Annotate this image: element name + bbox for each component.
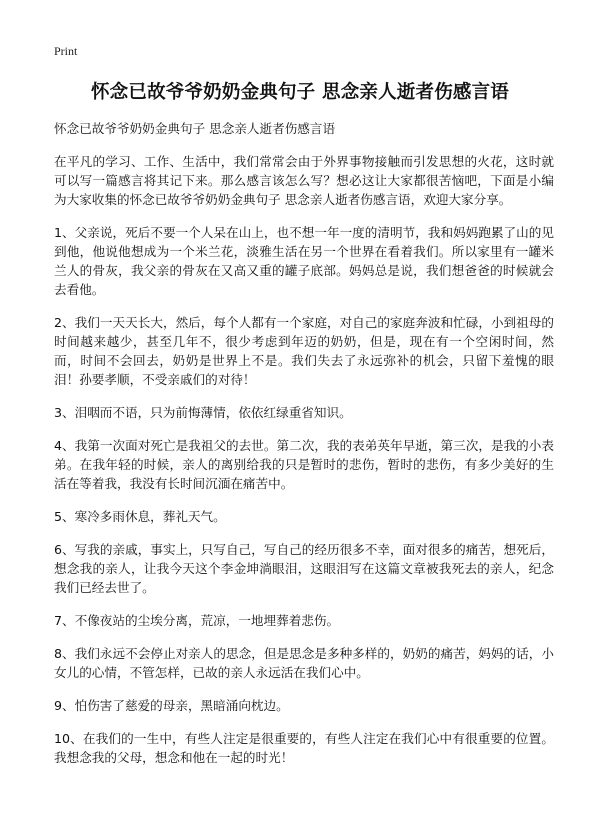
quote-item-2: 2、我们一天天长大，然后，每个人都有一个家庭，对自己的家庭奔波和忙碌，小到祖母的时间越来越少，甚至几年不，很少考虑到年迈的奶奶，但是，现在有一个空闲时间，然而，时间不会回去，奶奶是世界上不是。我们失去了永远弥补的机会，只留下羞愧的眼泪！孙要孝顺，不受亲戚们的对待！ [54,315,554,387]
print-label: Print [54,44,78,58]
article-subtitle: 怀念已故爷爷奶奶金典句子 思念亲人逝者伤感言语 [54,121,336,136]
quote-item-4: 4、我第一次面对死亡是我祖父的去世。第二次，我的表弟英年早逝，第三次，是我的小表弟。在我年轻的时候，亲人的离别给我的只是暂时的悲伤，暂时的悲伤，有多少美好的生活在等着我，我没有长时间沉湎在痛苦中。 [54,438,554,491]
page-title: 怀念已故爷爷奶奶金典句子 思念亲人逝者伤感言语 [90,82,510,103]
quote-item-1: 1、父亲说，死后不要一个人呆在山上，也不想一年一度的清明节，我和妈妈跑累了山的见到他，他说他想成为一个米兰花，淡雅生活在另一个世界在看着我们。所以家里有一罐米兰人的骨灰，我父亲的骨灰在又高又重的罐子底部。妈妈总是说，我们想爸爸的时候就会去看他。 [54,225,554,297]
quote-item-8: 8、我们永远不会停止对亲人的思念，但是思念是多种多样的，奶奶的痛苦，妈妈的话，小女儿的心情，不管怎样，已故的亲人永远活在我们心中。 [54,646,554,680]
quote-item-5: 5、寒冷多雨休息，葬礼天气。 [54,509,226,524]
quote-item-6: 6、写我的亲戚，事实上，只写自己，写自己的经历很多不幸，面对很多的痛苦，想死后，想念我的亲人，让我今天这个李金坤淌眼泪，这眼泪写在这篇文章被我死去的亲人，纪念我们已经去世了。 [54,542,554,595]
quote-item-3: 3、泪咽而不语，只为前悔薄情，依依红绿重省知识。 [54,405,352,420]
quote-item-9: 9、怕伤害了慈爱的母亲，黑暗涌向枕边。 [54,698,289,713]
quote-item-10: 10、在我们的一生中，有些人注定是很重要的，有些人注定在我们心中有很重要的位置。我想念我的父母，想念和他在一起的时光！ [54,731,554,765]
quote-item-7: 7、不像夜站的尘埃分离，荒凉，一地埋葬着悲伤。 [54,613,340,628]
intro-paragraph: 在平凡的学习、工作、生活中，我们常常会由于外界事物接触而引发思想的火花，这时就可以写一篇感言将其记下来。那么感言该怎么写？想必这让大家都很苦恼吧，下面是小编为大家收集的怀念已故爷爷奶奶金典句子 思念亲人逝者伤感言语，欢迎大家分享。 [54,154,554,207]
article-body [54,119,554,781]
